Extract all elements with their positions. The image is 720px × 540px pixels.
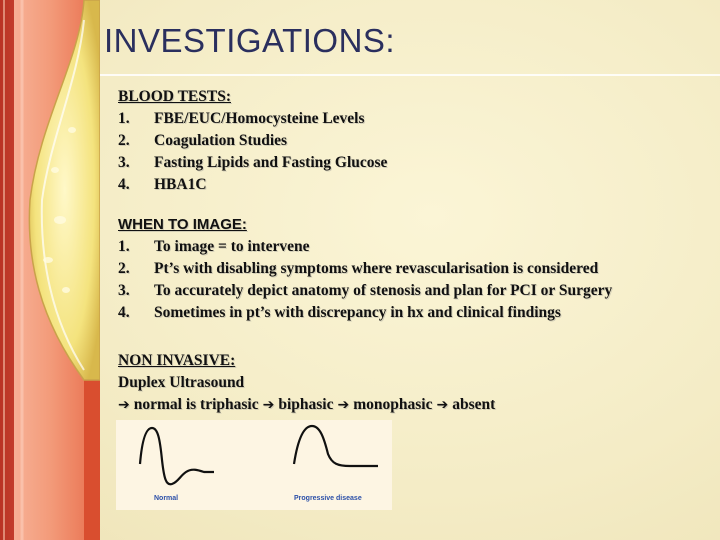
list-text: Pt’s with disabling symptoms where revascularisation is considered xyxy=(154,260,599,277)
flow-step: absent xyxy=(452,396,496,413)
list-number: 3. xyxy=(118,282,130,299)
right-arrow-icon: ➔ xyxy=(436,397,449,413)
list-text: To image = to intervene xyxy=(154,238,310,255)
right-arrow-icon: ➔ xyxy=(337,397,350,413)
non-invasive-heading: NON INVASIVE: xyxy=(118,352,236,369)
when-to-image-heading: WHEN TO IMAGE: xyxy=(118,216,247,233)
list-item xyxy=(118,108,387,130)
when-to-image-section xyxy=(118,214,612,324)
list-item xyxy=(118,130,387,152)
non-invasive-section xyxy=(118,350,495,416)
normal-label: Normal xyxy=(154,495,179,502)
list-item xyxy=(118,302,612,324)
progressive-disease-label: Progressive disease xyxy=(294,495,362,502)
list-text: Fasting Lipids and Fasting Glucose xyxy=(154,154,388,171)
list-text: To accurately depict anatomy of stenosis and plan for PCI or Surgery xyxy=(154,282,613,299)
doppler-waveform-image xyxy=(116,420,392,510)
list-text: HBA1C xyxy=(154,176,207,193)
flow-step: normal is triphasic xyxy=(133,396,259,413)
blood-tests-heading: BLOOD TESTS: xyxy=(118,88,231,105)
list-item xyxy=(118,258,612,280)
list-item xyxy=(118,174,387,196)
list-number: 1. xyxy=(118,110,130,127)
list-number: 2. xyxy=(118,132,130,149)
list-item xyxy=(118,236,612,258)
list-number: 4. xyxy=(118,176,130,193)
list-number: 4. xyxy=(118,304,130,321)
list-item xyxy=(118,280,612,302)
list-text: FBE/EUC/Homocysteine Levels xyxy=(154,110,365,127)
flow-step: monophasic xyxy=(353,396,433,413)
list-number: 3. xyxy=(118,154,130,171)
duplex-ultrasound-text: Duplex Ultrasound xyxy=(118,374,245,391)
waveform-progression xyxy=(118,394,495,416)
list-item xyxy=(118,152,387,174)
title-divider xyxy=(100,74,720,76)
list-text: Coagulation Studies xyxy=(154,132,288,149)
slide-title: INVESTIGATIONS: xyxy=(104,22,396,59)
list-number: 1. xyxy=(118,238,130,255)
flow-step: biphasic xyxy=(278,396,334,413)
right-arrow-icon: ➔ xyxy=(118,397,130,413)
blood-tests-section xyxy=(118,86,387,196)
list-number: 2. xyxy=(118,260,130,277)
list-text: Sometimes in pt’s with discrepancy in hx and clinical findings xyxy=(154,304,561,321)
right-arrow-icon: ➔ xyxy=(262,397,275,413)
artery-illustration xyxy=(0,0,100,540)
